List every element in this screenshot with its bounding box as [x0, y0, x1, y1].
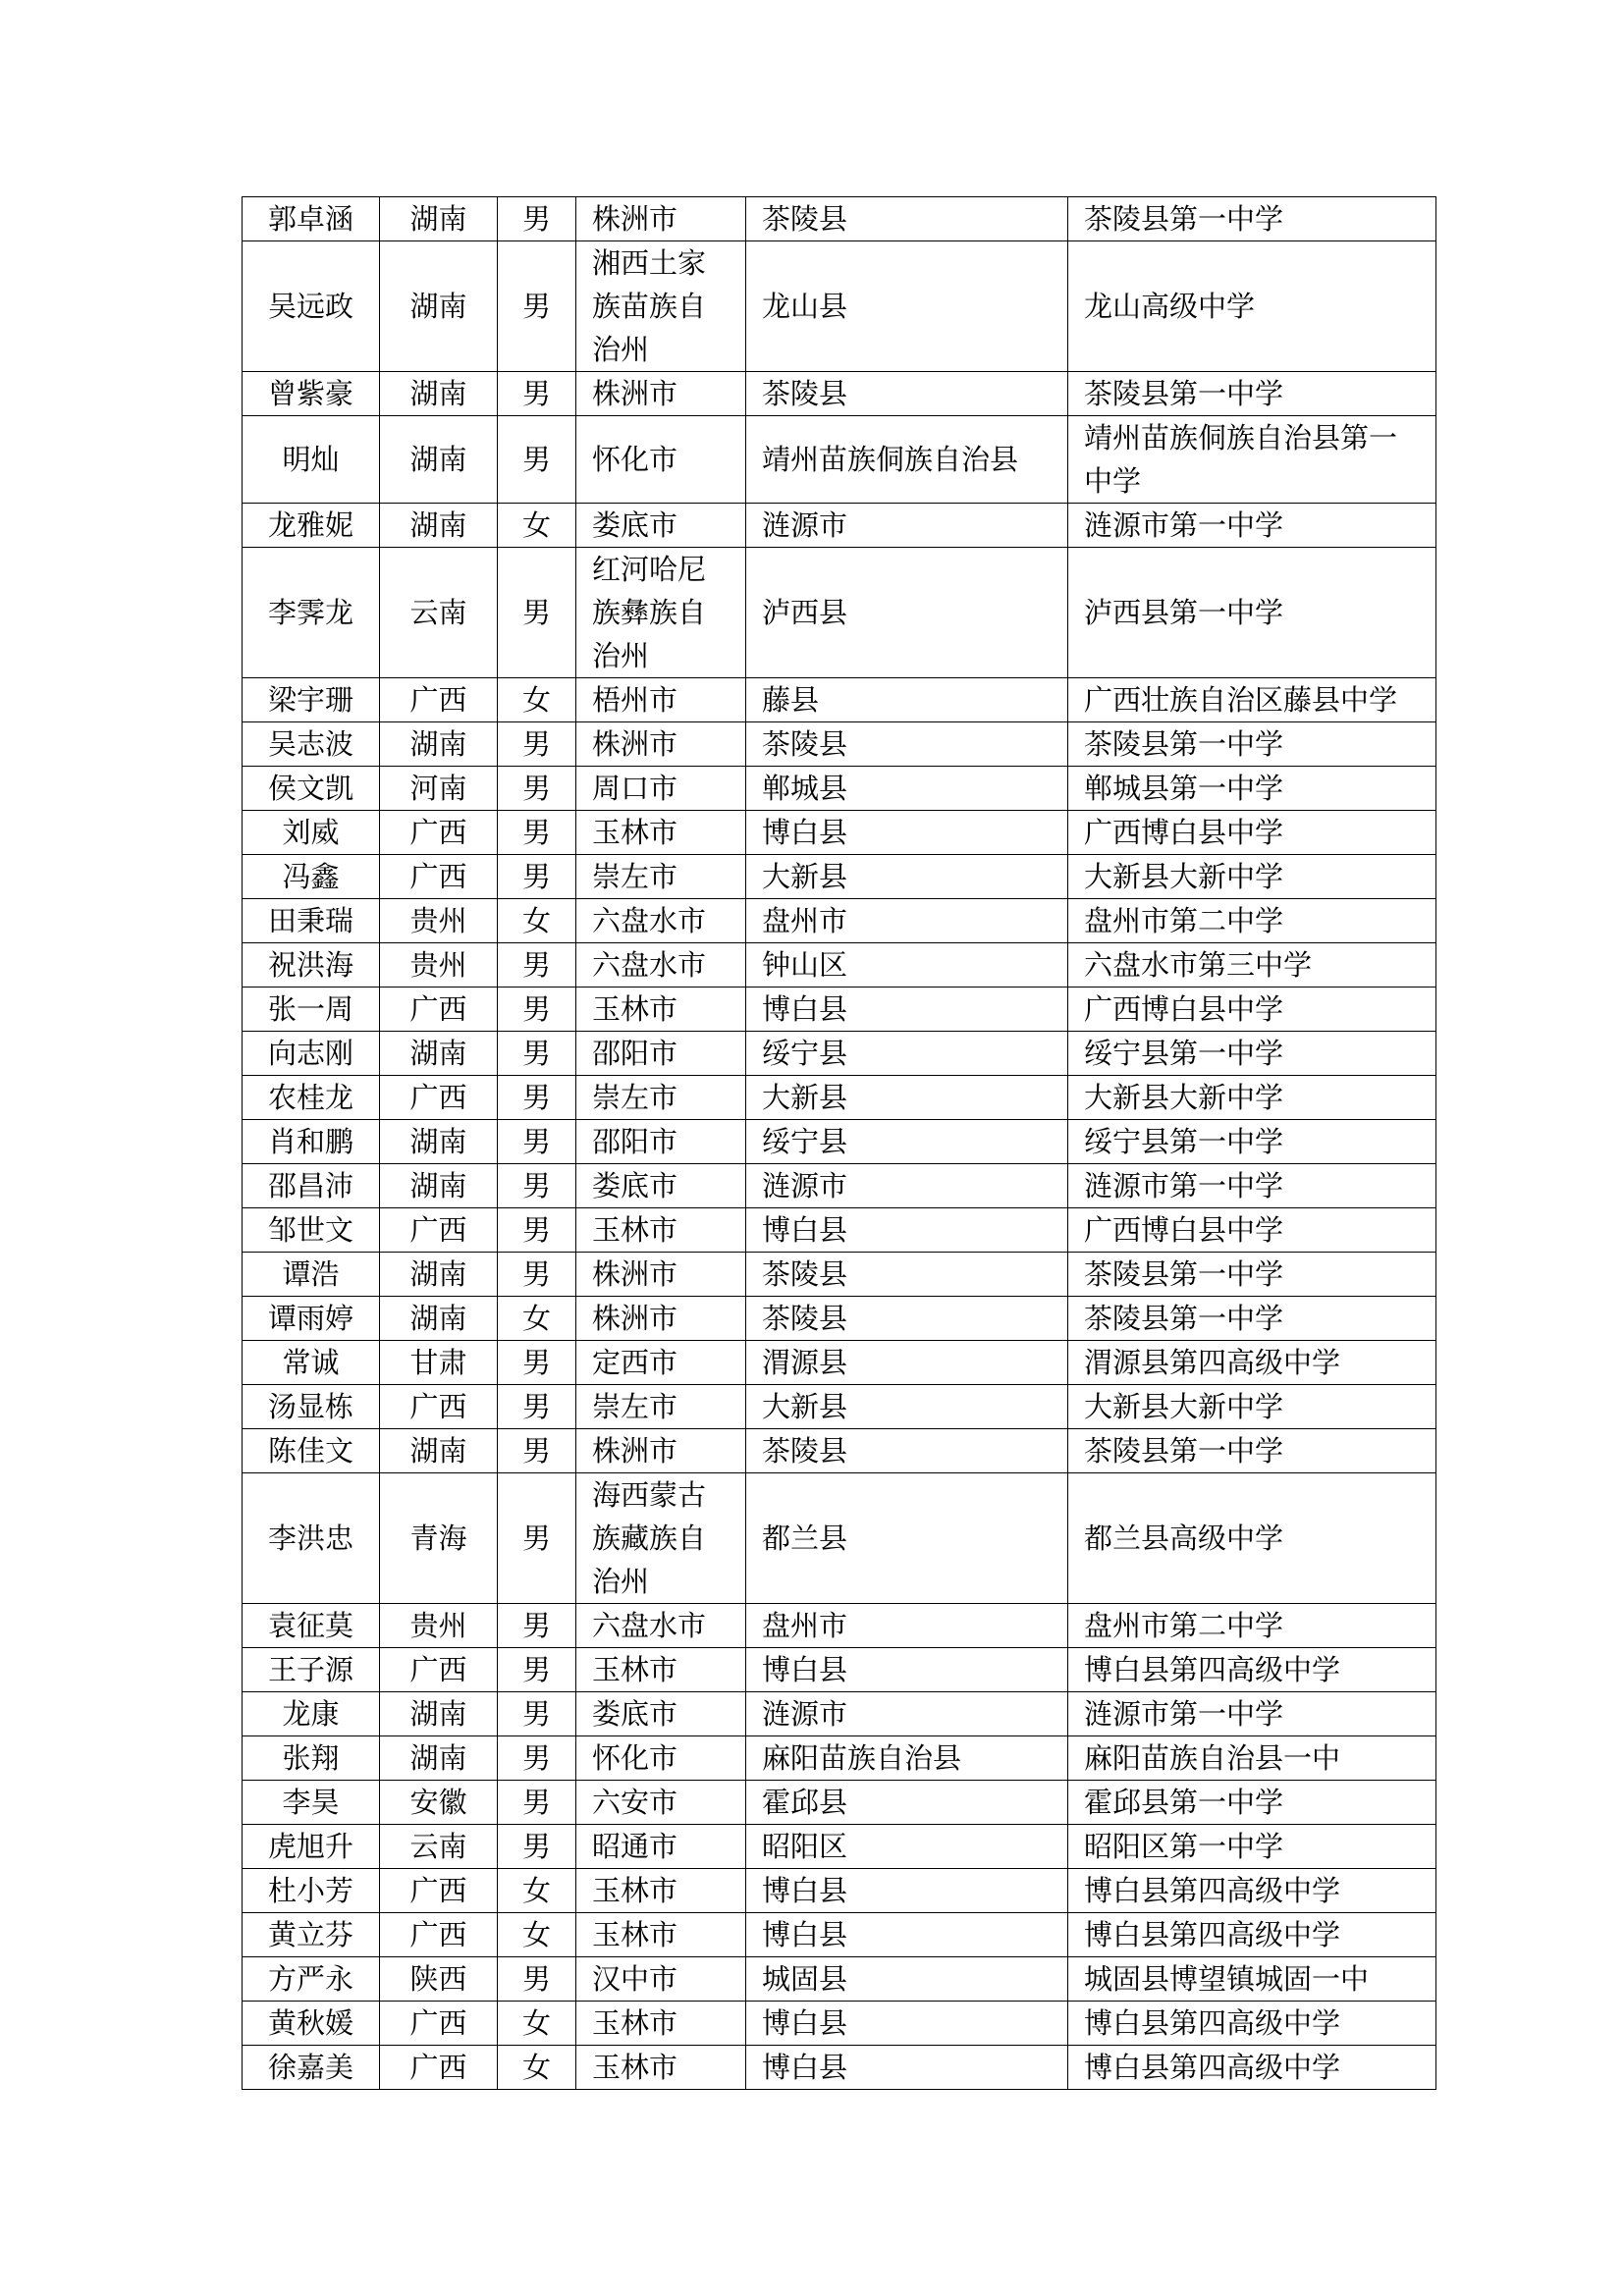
cell-county: 泸西县: [746, 548, 1068, 678]
cell-city: 六盘水市: [576, 943, 746, 988]
cell-name: 刘威: [243, 811, 380, 855]
cell-gender: 男: [498, 1604, 576, 1648]
cell-city: 湘西土家族苗族自治州: [576, 241, 746, 372]
cell-gender: 女: [498, 1297, 576, 1341]
table-row: [243, 1429, 1436, 1473]
cell-gender: 男: [498, 548, 576, 678]
cell-city: 梧州市: [576, 678, 746, 722]
cell-city: 株洲市: [576, 1297, 746, 1341]
cell-school: 博白县第四高级中学: [1068, 1869, 1436, 1913]
cell-county: 博白县: [746, 811, 1068, 855]
cell-name: 谭浩: [243, 1253, 380, 1297]
cell-school: 大新县大新中学: [1068, 855, 1436, 899]
cell-name: 田秉瑞: [243, 899, 380, 943]
cell-province: 贵州: [380, 1604, 498, 1648]
cell-city: 玉林市: [576, 1208, 746, 1253]
cell-gender: 男: [498, 811, 576, 855]
cell-school: 广西博白县中学: [1068, 811, 1436, 855]
cell-province: 广西: [380, 1869, 498, 1913]
cell-city: 株洲市: [576, 372, 746, 416]
table-row: [243, 855, 1436, 899]
cell-name: 黄立芬: [243, 1913, 380, 1957]
table-row: [243, 2046, 1436, 2090]
cell-name: 徐嘉美: [243, 2046, 380, 2090]
cell-city: 崇左市: [576, 855, 746, 899]
cell-school: 涟源市第一中学: [1068, 1692, 1436, 1736]
cell-county: 茶陵县: [746, 1253, 1068, 1297]
cell-gender: 男: [498, 767, 576, 811]
table-row: [243, 1869, 1436, 1913]
cell-school: 霍邱县第一中学: [1068, 1781, 1436, 1825]
table-row: [243, 1825, 1436, 1869]
cell-province: 广西: [380, 855, 498, 899]
cell-school: 泸西县第一中学: [1068, 548, 1436, 678]
table-row: [243, 548, 1436, 678]
cell-gender: 男: [498, 1341, 576, 1385]
cell-gender: 男: [498, 855, 576, 899]
cell-gender: 男: [498, 1208, 576, 1253]
table-row: [243, 943, 1436, 988]
table-row: [243, 1164, 1436, 1208]
table-row: [243, 197, 1436, 241]
cell-city: 怀化市: [576, 416, 746, 504]
cell-province: 云南: [380, 1825, 498, 1869]
cell-name: 邹世文: [243, 1208, 380, 1253]
cell-city: 怀化市: [576, 1736, 746, 1781]
cell-school: 城固县博望镇城固一中: [1068, 1957, 1436, 2002]
cell-county: 大新县: [746, 1385, 1068, 1429]
cell-city: 海西蒙古族藏族自治州: [576, 1473, 746, 1604]
cell-name: 龙康: [243, 1692, 380, 1736]
cell-gender: 女: [498, 899, 576, 943]
cell-city: 玉林市: [576, 1648, 746, 1692]
cell-county: 城固县: [746, 1957, 1068, 2002]
table-row: [243, 678, 1436, 722]
cell-school: 博白县第四高级中学: [1068, 1648, 1436, 1692]
cell-gender: 男: [498, 1957, 576, 2002]
cell-province: 湖南: [380, 1164, 498, 1208]
cell-school: 茶陵县第一中学: [1068, 1253, 1436, 1297]
cell-gender: 男: [498, 1164, 576, 1208]
cell-name: 祝洪海: [243, 943, 380, 988]
cell-name: 肖和鹏: [243, 1120, 380, 1164]
cell-name: 杜小芳: [243, 1869, 380, 1913]
cell-county: 博白县: [746, 1648, 1068, 1692]
student-table: [242, 196, 1436, 2090]
cell-county: 大新县: [746, 855, 1068, 899]
cell-school: 靖州苗族侗族自治县第一中学: [1068, 416, 1436, 504]
cell-name: 陈佳文: [243, 1429, 380, 1473]
table-row: [243, 722, 1436, 767]
cell-school: 茶陵县第一中学: [1068, 722, 1436, 767]
cell-gender: 男: [498, 197, 576, 241]
cell-school: 茶陵县第一中学: [1068, 1297, 1436, 1341]
cell-name: 张翔: [243, 1736, 380, 1781]
cell-city: 娄底市: [576, 504, 746, 548]
table-row: [243, 1648, 1436, 1692]
cell-province: 湖南: [380, 1692, 498, 1736]
table-row: [243, 1385, 1436, 1429]
cell-school: 博白县第四高级中学: [1068, 2046, 1436, 2090]
cell-city: 邵阳市: [576, 1032, 746, 1076]
cell-gender: 男: [498, 1429, 576, 1473]
cell-county: 靖州苗族侗族自治县: [746, 416, 1068, 504]
table-row: [243, 1341, 1436, 1385]
table-row: [243, 1473, 1436, 1604]
cell-name: 谭雨婷: [243, 1297, 380, 1341]
cell-province: 湖南: [380, 372, 498, 416]
table-row: [243, 1297, 1436, 1341]
cell-province: 青海: [380, 1473, 498, 1604]
cell-school: 广西博白县中学: [1068, 1208, 1436, 1253]
cell-city: 玉林市: [576, 811, 746, 855]
cell-city: 定西市: [576, 1341, 746, 1385]
cell-province: 湖南: [380, 416, 498, 504]
table-row: [243, 1120, 1436, 1164]
cell-city: 玉林市: [576, 1913, 746, 1957]
cell-school: 广西博白县中学: [1068, 988, 1436, 1032]
cell-gender: 女: [498, 1869, 576, 1913]
cell-county: 茶陵县: [746, 372, 1068, 416]
cell-school: 绥宁县第一中学: [1068, 1120, 1436, 1164]
table-row: [243, 1208, 1436, 1253]
cell-gender: 男: [498, 988, 576, 1032]
cell-name: 黄秋媛: [243, 2002, 380, 2046]
cell-county: 博白县: [746, 1869, 1068, 1913]
cell-name: 梁宇珊: [243, 678, 380, 722]
cell-gender: 男: [498, 1825, 576, 1869]
cell-county: 霍邱县: [746, 1781, 1068, 1825]
cell-school: 茶陵县第一中学: [1068, 197, 1436, 241]
cell-gender: 男: [498, 1781, 576, 1825]
cell-city: 株洲市: [576, 722, 746, 767]
cell-province: 湖南: [380, 1253, 498, 1297]
cell-school: 龙山高级中学: [1068, 241, 1436, 372]
table-row: [243, 899, 1436, 943]
cell-name: 冯鑫: [243, 855, 380, 899]
cell-county: 博白县: [746, 2002, 1068, 2046]
cell-county: 涟源市: [746, 504, 1068, 548]
cell-school: 茶陵县第一中学: [1068, 1429, 1436, 1473]
cell-province: 广西: [380, 678, 498, 722]
cell-county: 博白县: [746, 1208, 1068, 1253]
cell-gender: 男: [498, 372, 576, 416]
cell-province: 湖南: [380, 1297, 498, 1341]
cell-gender: 女: [498, 678, 576, 722]
cell-province: 湖南: [380, 504, 498, 548]
cell-name: 李洪忠: [243, 1473, 380, 1604]
cell-city: 玉林市: [576, 988, 746, 1032]
cell-name: 常诚: [243, 1341, 380, 1385]
cell-city: 汉中市: [576, 1957, 746, 2002]
cell-city: 六盘水市: [576, 1604, 746, 1648]
cell-name: 袁征莫: [243, 1604, 380, 1648]
cell-county: 渭源县: [746, 1341, 1068, 1385]
cell-gender: 男: [498, 1473, 576, 1604]
cell-name: 李昊: [243, 1781, 380, 1825]
cell-name: 汤显栋: [243, 1385, 380, 1429]
table-row: [243, 1781, 1436, 1825]
cell-province: 甘肃: [380, 1341, 498, 1385]
cell-school: 盘州市第二中学: [1068, 1604, 1436, 1648]
cell-province: 湖南: [380, 1736, 498, 1781]
cell-province: 贵州: [380, 899, 498, 943]
table-row: [243, 372, 1436, 416]
cell-county: 茶陵县: [746, 1429, 1068, 1473]
cell-school: 渭源县第四高级中学: [1068, 1341, 1436, 1385]
cell-gender: 男: [498, 1692, 576, 1736]
cell-city: 邵阳市: [576, 1120, 746, 1164]
table-row: [243, 767, 1436, 811]
cell-province: 广西: [380, 1208, 498, 1253]
cell-school: 都兰县高级中学: [1068, 1473, 1436, 1604]
cell-school: 涟源市第一中学: [1068, 504, 1436, 548]
cell-school: 盘州市第二中学: [1068, 899, 1436, 943]
cell-gender: 男: [498, 1076, 576, 1120]
cell-school: 大新县大新中学: [1068, 1385, 1436, 1429]
table-row: [243, 1692, 1436, 1736]
cell-city: 株洲市: [576, 1253, 746, 1297]
cell-county: 藤县: [746, 678, 1068, 722]
cell-school: 六盘水市第三中学: [1068, 943, 1436, 988]
student-list-page: [242, 196, 1435, 2090]
cell-county: 钟山区: [746, 943, 1068, 988]
cell-name: 李霁龙: [243, 548, 380, 678]
cell-school: 大新县大新中学: [1068, 1076, 1436, 1120]
cell-school: 昭阳区第一中学: [1068, 1825, 1436, 1869]
cell-county: 昭阳区: [746, 1825, 1068, 1869]
cell-province: 广西: [380, 988, 498, 1032]
table-row: [243, 988, 1436, 1032]
cell-province: 湖南: [380, 1429, 498, 1473]
cell-school: 涟源市第一中学: [1068, 1164, 1436, 1208]
cell-county: 绥宁县: [746, 1120, 1068, 1164]
cell-gender: 男: [498, 1736, 576, 1781]
cell-school: 绥宁县第一中学: [1068, 1032, 1436, 1076]
cell-county: 郸城县: [746, 767, 1068, 811]
cell-city: 娄底市: [576, 1692, 746, 1736]
cell-gender: 男: [498, 416, 576, 504]
cell-city: 崇左市: [576, 1385, 746, 1429]
table-row: [243, 416, 1436, 504]
cell-city: 玉林市: [576, 2046, 746, 2090]
cell-province: 广西: [380, 2002, 498, 2046]
cell-gender: 女: [498, 2002, 576, 2046]
cell-gender: 男: [498, 722, 576, 767]
table-row: [243, 504, 1436, 548]
cell-name: 方严永: [243, 1957, 380, 2002]
cell-city: 六盘水市: [576, 899, 746, 943]
cell-province: 湖南: [380, 197, 498, 241]
cell-province: 湖南: [380, 722, 498, 767]
cell-school: 博白县第四高级中学: [1068, 2002, 1436, 2046]
cell-gender: 男: [498, 1385, 576, 1429]
cell-county: 茶陵县: [746, 1297, 1068, 1341]
cell-province: 陕西: [380, 1957, 498, 2002]
cell-county: 博白县: [746, 1913, 1068, 1957]
cell-gender: 男: [498, 241, 576, 372]
cell-city: 株洲市: [576, 197, 746, 241]
cell-gender: 女: [498, 2046, 576, 2090]
cell-gender: 女: [498, 504, 576, 548]
cell-county: 大新县: [746, 1076, 1068, 1120]
cell-county: 博白县: [746, 2046, 1068, 2090]
cell-name: 吴志波: [243, 722, 380, 767]
cell-county: 都兰县: [746, 1473, 1068, 1604]
cell-province: 广西: [380, 811, 498, 855]
table-row: [243, 241, 1436, 372]
cell-name: 曾紫豪: [243, 372, 380, 416]
cell-city: 玉林市: [576, 2002, 746, 2046]
table-row: [243, 1736, 1436, 1781]
cell-name: 郭卓涵: [243, 197, 380, 241]
cell-name: 虎旭升: [243, 1825, 380, 1869]
cell-city: 崇左市: [576, 1076, 746, 1120]
table-row: [243, 1913, 1436, 1957]
cell-province: 湖南: [380, 1032, 498, 1076]
cell-county: 盘州市: [746, 1604, 1068, 1648]
cell-city: 娄底市: [576, 1164, 746, 1208]
cell-county: 盘州市: [746, 899, 1068, 943]
cell-county: 茶陵县: [746, 197, 1068, 241]
cell-city: 昭通市: [576, 1825, 746, 1869]
cell-name: 邵昌沛: [243, 1164, 380, 1208]
cell-province: 广西: [380, 1648, 498, 1692]
cell-county: 麻阳苗族自治县: [746, 1736, 1068, 1781]
cell-gender: 女: [498, 1913, 576, 1957]
cell-name: 吴远政: [243, 241, 380, 372]
cell-school: 麻阳苗族自治县一中: [1068, 1736, 1436, 1781]
table-row: [243, 2002, 1436, 2046]
cell-county: 涟源市: [746, 1164, 1068, 1208]
cell-province: 广西: [380, 1913, 498, 1957]
cell-gender: 男: [498, 943, 576, 988]
cell-province: 湖南: [380, 241, 498, 372]
student-table-body: [243, 197, 1436, 2090]
table-row: [243, 811, 1436, 855]
cell-name: 向志刚: [243, 1032, 380, 1076]
cell-city: 周口市: [576, 767, 746, 811]
cell-province: 湖南: [380, 1120, 498, 1164]
cell-school: 博白县第四高级中学: [1068, 1913, 1436, 1957]
cell-county: 涟源市: [746, 1692, 1068, 1736]
cell-gender: 男: [498, 1648, 576, 1692]
cell-county: 龙山县: [746, 241, 1068, 372]
cell-county: 绥宁县: [746, 1032, 1068, 1076]
cell-province: 云南: [380, 548, 498, 678]
cell-county: 茶陵县: [746, 722, 1068, 767]
cell-province: 广西: [380, 1385, 498, 1429]
cell-province: 广西: [380, 1076, 498, 1120]
cell-school: 茶陵县第一中学: [1068, 372, 1436, 416]
cell-city: 玉林市: [576, 1869, 746, 1913]
cell-name: 龙雅妮: [243, 504, 380, 548]
cell-name: 农桂龙: [243, 1076, 380, 1120]
cell-province: 贵州: [380, 943, 498, 988]
cell-school: 郸城县第一中学: [1068, 767, 1436, 811]
cell-name: 张一周: [243, 988, 380, 1032]
cell-province: 安徽: [380, 1781, 498, 1825]
cell-city: 六安市: [576, 1781, 746, 1825]
table-row: [243, 1076, 1436, 1120]
cell-school: 广西壮族自治区藤县中学: [1068, 678, 1436, 722]
cell-gender: 男: [498, 1253, 576, 1297]
cell-gender: 男: [498, 1120, 576, 1164]
cell-county: 博白县: [746, 988, 1068, 1032]
cell-name: 明灿: [243, 416, 380, 504]
cell-city: 红河哈尼族彝族自治州: [576, 548, 746, 678]
cell-name: 王子源: [243, 1648, 380, 1692]
cell-gender: 男: [498, 1032, 576, 1076]
cell-name: 侯文凯: [243, 767, 380, 811]
table-row: [243, 1957, 1436, 2002]
table-row: [243, 1253, 1436, 1297]
table-row: [243, 1604, 1436, 1648]
cell-province: 河南: [380, 767, 498, 811]
table-row: [243, 1032, 1436, 1076]
cell-province: 广西: [380, 2046, 498, 2090]
cell-city: 株洲市: [576, 1429, 746, 1473]
